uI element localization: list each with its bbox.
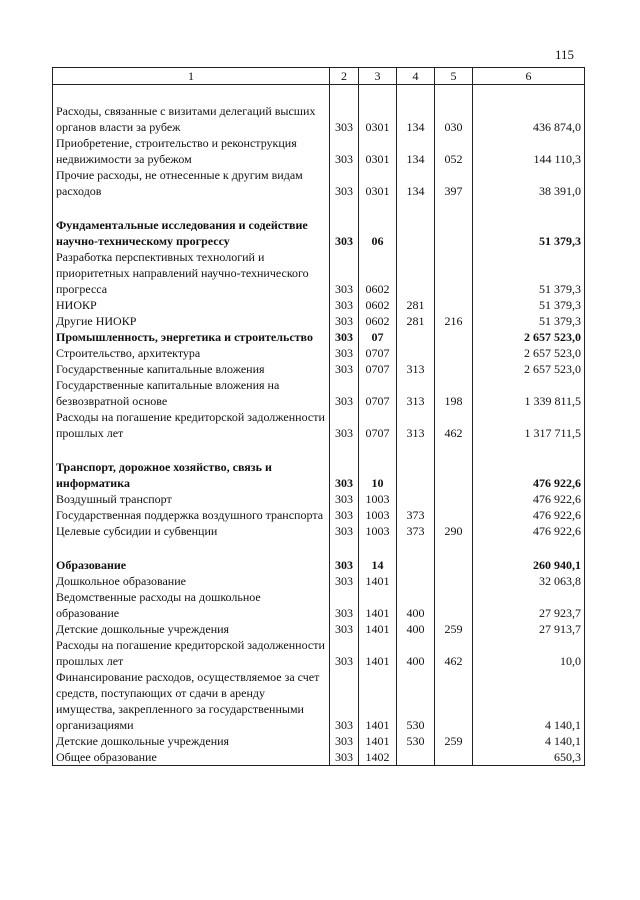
header-col-1: 1 <box>53 68 330 85</box>
table-row <box>53 249 585 297</box>
expense-type-code-cell: 259 <box>435 733 473 749</box>
spacer-row <box>53 441 585 459</box>
row-name-cell: Другие НИОКР <box>53 313 330 329</box>
expense-type-code-cell: 216 <box>435 313 473 329</box>
section-code-cell: 303 <box>330 313 359 329</box>
row-name-cell: Государственная поддержка воздушного транспорта <box>53 507 330 523</box>
article-code-cell <box>397 749 435 766</box>
article-code-cell: 313 <box>397 361 435 377</box>
row-name-cell: НИОКР <box>53 297 330 313</box>
spacer-cell <box>435 85 473 104</box>
row-name-cell: Промышленность, энергетика и строительство <box>53 329 330 345</box>
expense-type-code-cell <box>435 217 473 249</box>
amount-cell: 1 317 711,5 <box>473 409 585 441</box>
expense-type-code-cell <box>435 249 473 297</box>
expense-type-code-cell: 462 <box>435 637 473 669</box>
section-code-cell: 303 <box>330 749 359 766</box>
subsection-code-cell: 1003 <box>359 523 397 539</box>
amount-cell: 27 923,7 <box>473 589 585 621</box>
table-row <box>53 329 585 345</box>
table-row <box>53 313 585 329</box>
row-name-cell: Детские дошкольные учреждения <box>53 621 330 637</box>
spacer-cell <box>330 85 359 104</box>
amount-cell: 476 922,6 <box>473 491 585 507</box>
subsection-code-cell: 0602 <box>359 249 397 297</box>
row-name-cell: Приобретение, строительство и реконструкция недвижимости за рубежом <box>53 135 330 167</box>
spacer-cell <box>435 199 473 217</box>
amount-cell: 51 379,3 <box>473 313 585 329</box>
expense-type-code-cell: 030 <box>435 103 473 135</box>
section-code-cell: 303 <box>330 459 359 491</box>
table-row <box>53 297 585 313</box>
header-row <box>53 68 585 85</box>
spacer-cell <box>53 85 330 104</box>
table-row <box>53 589 585 621</box>
article-code-cell: 134 <box>397 167 435 199</box>
section-code-cell: 303 <box>330 507 359 523</box>
article-code-cell: 400 <box>397 589 435 621</box>
spacer-cell <box>359 539 397 557</box>
section-code-cell: 303 <box>330 345 359 361</box>
article-code-cell <box>397 329 435 345</box>
spacer-cell <box>473 441 585 459</box>
row-name-cell: Целевые субсидии и субвенции <box>53 523 330 539</box>
subsection-code-cell: 0602 <box>359 313 397 329</box>
spacer-cell <box>53 199 330 217</box>
table-row <box>53 573 585 589</box>
spacer-cell <box>435 441 473 459</box>
row-name-cell: Финансирование расходов, осуществляемое за счет средств, поступающих от сдачи в аренду имущества, закрепленного за государственными организациями <box>53 669 330 733</box>
header-col-5: 5 <box>435 68 473 85</box>
spacer-cell <box>359 441 397 459</box>
header-col-6: 6 <box>473 68 585 85</box>
section-code-cell: 303 <box>330 361 359 377</box>
row-name-cell: Общее образование <box>53 749 330 766</box>
table-row <box>53 409 585 441</box>
row-name-cell: Государственные капитальные вложения на безвозвратной основе <box>53 377 330 409</box>
subsection-code-cell: 07 <box>359 329 397 345</box>
row-name-cell: Строительство, архитектура <box>53 345 330 361</box>
subsection-code-cell: 1401 <box>359 669 397 733</box>
article-code-cell: 281 <box>397 297 435 313</box>
table-row <box>53 345 585 361</box>
row-name-cell: Прочие расходы, не отнесенные к другим видам расходов <box>53 167 330 199</box>
spacer-cell <box>330 199 359 217</box>
expense-type-code-cell: 397 <box>435 167 473 199</box>
section-code-cell: 303 <box>330 135 359 167</box>
row-name-cell: Расходы на погашение кредиторской задолженности прошлых лет <box>53 409 330 441</box>
section-code-cell: 303 <box>330 409 359 441</box>
subsection-code-cell: 06 <box>359 217 397 249</box>
subsection-code-cell: 1003 <box>359 491 397 507</box>
section-code-cell: 303 <box>330 297 359 313</box>
amount-cell: 10,0 <box>473 637 585 669</box>
subsection-code-cell: 1401 <box>359 573 397 589</box>
page-number: 115 <box>555 47 575 62</box>
table-row <box>53 557 585 573</box>
amount-cell: 476 922,6 <box>473 523 585 539</box>
expense-type-code-cell <box>435 749 473 766</box>
article-code-cell: 313 <box>397 409 435 441</box>
table-row <box>53 103 585 135</box>
row-name-cell: Ведомственные расходы на дошкольное образование <box>53 589 330 621</box>
article-code-cell: 313 <box>397 377 435 409</box>
spacer-cell <box>53 441 330 459</box>
section-code-cell: 303 <box>330 589 359 621</box>
subsection-code-cell: 0301 <box>359 103 397 135</box>
table-row <box>53 361 585 377</box>
spacer-cell <box>330 441 359 459</box>
table-row <box>53 749 585 766</box>
table-row <box>53 733 585 749</box>
subsection-code-cell: 14 <box>359 557 397 573</box>
article-code-cell <box>397 249 435 297</box>
subsection-code-cell: 0707 <box>359 345 397 361</box>
expense-type-code-cell <box>435 669 473 733</box>
table-header <box>53 68 585 85</box>
expense-type-code-cell <box>435 361 473 377</box>
header-col-4: 4 <box>397 68 435 85</box>
amount-cell: 51 379,3 <box>473 217 585 249</box>
expense-type-code-cell: 462 <box>435 409 473 441</box>
table-row <box>53 637 585 669</box>
spacer-row <box>53 199 585 217</box>
expense-type-code-cell <box>435 329 473 345</box>
header-col-3: 3 <box>359 68 397 85</box>
table-row <box>53 377 585 409</box>
subsection-code-cell: 1003 <box>359 507 397 523</box>
amount-cell: 476 922,6 <box>473 507 585 523</box>
spacer-cell <box>435 539 473 557</box>
section-code-cell: 303 <box>330 249 359 297</box>
expense-type-code-cell <box>435 589 473 621</box>
row-name-cell: Образование <box>53 557 330 573</box>
spacer-cell <box>359 85 397 104</box>
table-body <box>53 85 585 766</box>
row-name-cell: Разработка перспективных технологий и приоритетных направлений научно-технического прогресса <box>53 249 330 297</box>
article-code-cell: 373 <box>397 507 435 523</box>
spacer-cell <box>330 539 359 557</box>
expense-type-code-cell <box>435 491 473 507</box>
article-code-cell: 373 <box>397 523 435 539</box>
spacer-cell <box>397 441 435 459</box>
row-name-cell: Дошкольное образование <box>53 573 330 589</box>
table-row <box>53 491 585 507</box>
row-name-cell: Расходы, связанные с визитами делегаций высших органов власти за рубеж <box>53 103 330 135</box>
section-code-cell: 303 <box>330 523 359 539</box>
amount-cell: 38 391,0 <box>473 167 585 199</box>
expense-type-code-cell <box>435 297 473 313</box>
spacer-cell <box>473 539 585 557</box>
spacer-cell <box>53 539 330 557</box>
article-code-cell: 134 <box>397 135 435 167</box>
row-name-cell: Транспорт, дорожное хозяйство, связь и информатика <box>53 459 330 491</box>
spacer-cell <box>359 199 397 217</box>
subsection-code-cell: 1401 <box>359 733 397 749</box>
row-name-cell: Детские дошкольные учреждения <box>53 733 330 749</box>
article-code-cell <box>397 217 435 249</box>
subsection-code-cell: 0301 <box>359 135 397 167</box>
amount-cell: 4 140,1 <box>473 733 585 749</box>
amount-cell: 260 940,1 <box>473 557 585 573</box>
amount-cell: 144 110,3 <box>473 135 585 167</box>
budget-table <box>52 67 585 766</box>
section-code-cell: 303 <box>330 167 359 199</box>
section-code-cell: 303 <box>330 733 359 749</box>
amount-cell: 1 339 811,5 <box>473 377 585 409</box>
expense-type-code-cell <box>435 557 473 573</box>
expense-type-code-cell <box>435 345 473 361</box>
article-code-cell: 400 <box>397 637 435 669</box>
article-code-cell <box>397 345 435 361</box>
subsection-code-cell: 1401 <box>359 621 397 637</box>
table-row <box>53 217 585 249</box>
row-name-cell: Расходы на погашение кредиторской задолженности прошлых лет <box>53 637 330 669</box>
row-name-cell: Фундаментальные исследования и содействие научно-техническому прогрессу <box>53 217 330 249</box>
amount-cell: 51 379,3 <box>473 249 585 297</box>
section-code-cell: 303 <box>330 669 359 733</box>
spacer-cell <box>473 85 585 104</box>
article-code-cell: 281 <box>397 313 435 329</box>
subsection-code-cell: 0707 <box>359 409 397 441</box>
article-code-cell <box>397 557 435 573</box>
spacer-cell <box>397 199 435 217</box>
section-code-cell: 303 <box>330 573 359 589</box>
section-code-cell: 303 <box>330 637 359 669</box>
amount-cell: 650,3 <box>473 749 585 766</box>
expense-type-code-cell <box>435 507 473 523</box>
subsection-code-cell: 1401 <box>359 637 397 669</box>
amount-cell: 32 063,8 <box>473 573 585 589</box>
article-code-cell: 530 <box>397 733 435 749</box>
table-row <box>53 523 585 539</box>
subsection-code-cell: 0301 <box>359 167 397 199</box>
expense-type-code-cell: 290 <box>435 523 473 539</box>
table-row <box>53 507 585 523</box>
subsection-code-cell: 1401 <box>359 589 397 621</box>
section-code-cell: 303 <box>330 329 359 345</box>
subsection-code-cell: 10 <box>359 459 397 491</box>
article-code-cell <box>397 459 435 491</box>
table-row <box>53 669 585 733</box>
spacer-row <box>53 85 585 104</box>
spacer-cell <box>397 85 435 104</box>
section-code-cell: 303 <box>330 217 359 249</box>
article-code-cell <box>397 573 435 589</box>
amount-cell: 2 657 523,0 <box>473 361 585 377</box>
expense-type-code-cell <box>435 573 473 589</box>
spacer-cell <box>397 539 435 557</box>
amount-cell: 27 913,7 <box>473 621 585 637</box>
subsection-code-cell: 0602 <box>359 297 397 313</box>
amount-cell: 476 922,6 <box>473 459 585 491</box>
row-name-cell: Государственные капитальные вложения <box>53 361 330 377</box>
amount-cell: 51 379,3 <box>473 297 585 313</box>
amount-cell: 2 657 523,0 <box>473 329 585 345</box>
expense-type-code-cell: 052 <box>435 135 473 167</box>
article-code-cell: 530 <box>397 669 435 733</box>
amount-cell: 2 657 523,0 <box>473 345 585 361</box>
table-row <box>53 459 585 491</box>
section-code-cell: 303 <box>330 621 359 637</box>
amount-cell: 4 140,1 <box>473 669 585 733</box>
spacer-cell <box>473 199 585 217</box>
section-code-cell: 303 <box>330 557 359 573</box>
amount-cell: 436 874,0 <box>473 103 585 135</box>
section-code-cell: 303 <box>330 377 359 409</box>
spacer-row <box>53 539 585 557</box>
row-name-cell: Воздушный транспорт <box>53 491 330 507</box>
table-row <box>53 167 585 199</box>
expense-type-code-cell <box>435 459 473 491</box>
subsection-code-cell: 1402 <box>359 749 397 766</box>
article-code-cell <box>397 491 435 507</box>
section-code-cell: 303 <box>330 491 359 507</box>
expense-type-code-cell: 198 <box>435 377 473 409</box>
article-code-cell: 134 <box>397 103 435 135</box>
table-row <box>53 135 585 167</box>
table-row <box>53 621 585 637</box>
article-code-cell: 400 <box>397 621 435 637</box>
subsection-code-cell: 0707 <box>359 377 397 409</box>
subsection-code-cell: 0707 <box>359 361 397 377</box>
header-col-2: 2 <box>330 68 359 85</box>
section-code-cell: 303 <box>330 103 359 135</box>
expense-type-code-cell: 259 <box>435 621 473 637</box>
